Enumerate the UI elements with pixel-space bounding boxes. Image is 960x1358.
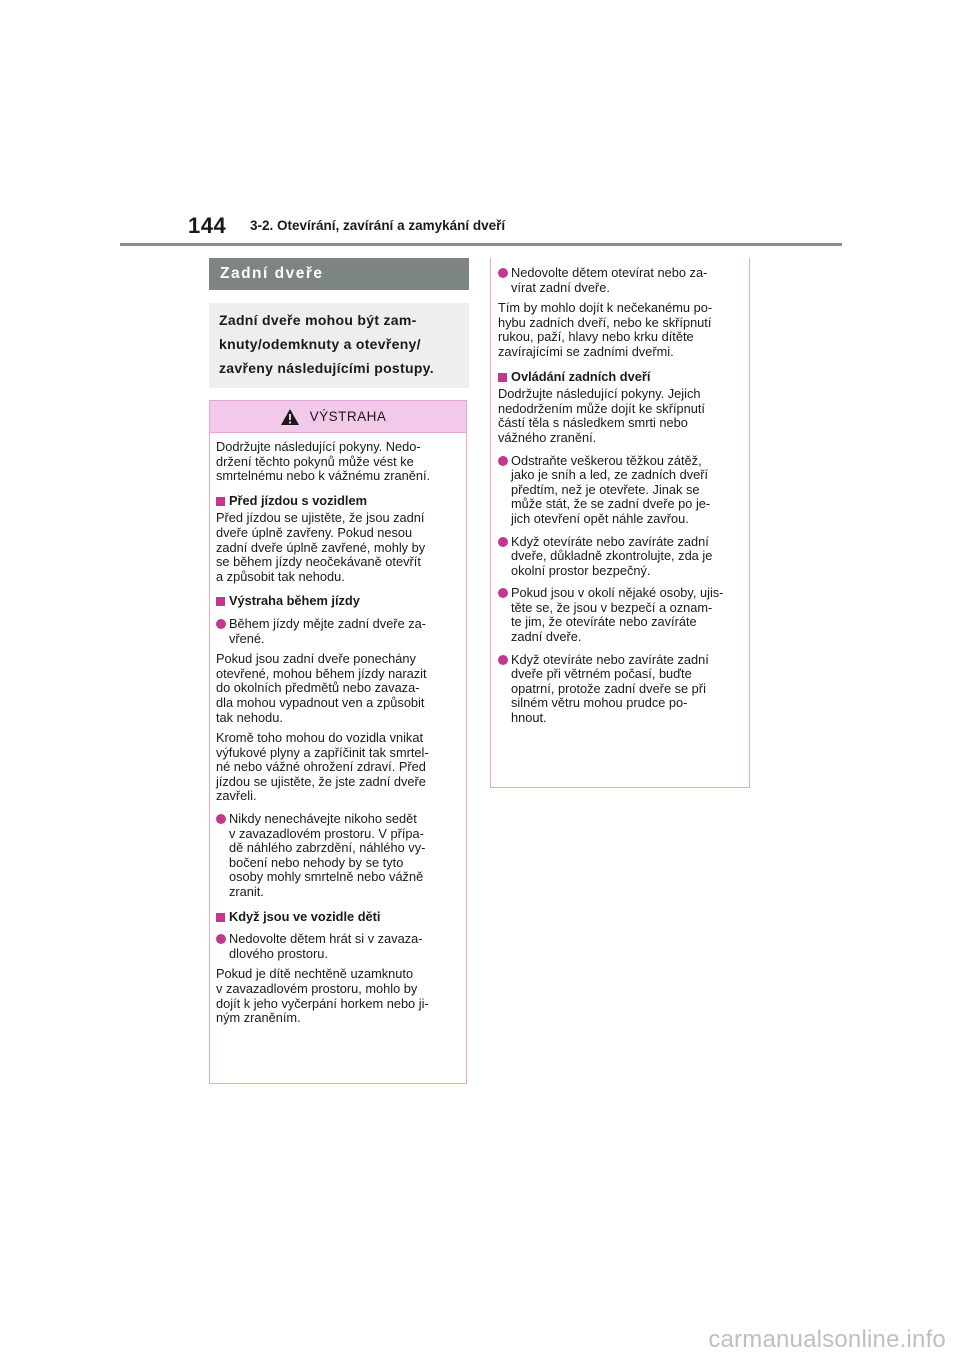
watermark: carmanualsonline.info [708,1326,946,1353]
intro-line: Zadní dveře mohou být zam- [219,312,417,328]
paragraph: Před jízdou se ujistěte, že jsou zadní dveře úplně zavřeny. Pokud nesou zadní dveře úplně zavřené, mohly by se během jízdy neočekávaně otevřít a způsobit tak nehodu. [216,510,426,584]
bullet-item: Nikdy nenechávejte nikoho sedět v zavazadlovém prostoru. V přípa- dě náhlého zabrzdění, náhlého vy- bočení nebo nehody by se tyto osoby mohly smrtelně nebo vážně zranit. [216,812,460,900]
warning-box [209,400,467,1084]
subheading: Před jízdou s vozidlem [216,494,460,509]
paragraph: Kromě toho mohou do vozidla vnikat výfukové plyny a zapříčinit tak smrtel- né nebo vážné ohrožení zdraví. Před jízdou se ujistěte, že jste zadní dveře zavřeli. [216,730,429,804]
bullet-item: Během jízdy mějte zadní dveře za- vřené. [216,617,460,646]
paragraph: Tím by mohlo dojít k nečekanému po- hybu zadních dveří, nebo ke skřípnutí rukou, paží, hlavy nebo krku dítěte zavírajícími se zadními dveřmi. [498,300,713,359]
bullet-item: Když otevíráte nebo zavíráte zadní dveře při větrném počasí, buďte opatrní, protože zadní dveře se při silném větru mohou prudce po- hnout. [498,653,743,726]
circle-bullet-icon [216,619,226,629]
bullet-item: Když otevíráte nebo zavíráte zadní dveře, důkladně zkontrolujte, zda je okolní prostor bezpečný. [498,535,743,579]
square-bullet-icon [216,913,225,922]
paragraph: Pokud je dítě nechtěně uzamknuto v zavazadlovém prostoru, mohlo by dojít k jeho vyčerpání horkem nebo ji- ným zraněním. [216,966,429,1026]
page-header [0,0,960,250]
circle-bullet-icon [216,814,226,824]
left-column [209,258,469,1084]
intro-line: zavřeny následujícími postupy. [219,360,434,376]
circle-bullet-icon [216,934,226,944]
circle-bullet-icon [498,456,508,466]
square-bullet-icon [216,497,225,506]
bullet-item: Nedovolte dětem otevírat nebo za- vírat zadní dveře. [498,266,743,295]
bullet-item: Nedovolte dětem hrát si v zavaza- dlového prostoru. [216,932,460,961]
subheading: Když jsou ve vozidle děti [216,910,460,925]
square-bullet-icon [216,597,225,606]
warning-label: VÝSTRAHA [309,409,387,424]
intro-box [209,303,469,388]
bullet-item: Odstraňte veškerou těžkou zátěž, jako je sníh a led, ze zadních dveří předtím, než je otevřete. Jinak se může stát, že se zadní dveře po je- jich otevření opět náhle zavřou. [498,454,743,527]
intro-line: knuty/odemknuty a otevřeny/ [219,336,421,352]
page-number: 144 [188,213,227,238]
header-divider [120,243,842,246]
paragraph: Dodržujte následující pokyny. Jejich nedodržením může dojít ke skřípnutí částí těla s následkem smrti nebo vážného zranění. [498,386,705,445]
warning-body [210,433,466,1040]
chapter-title: 3-2. Otevírání, zavírání a zamykání dveří [250,218,506,233]
circle-bullet-icon [498,588,508,598]
circle-bullet-icon [498,655,508,665]
paragraph: Dodržujte následující pokyny. Nedo- držení těchto pokynů může vést ke smrtelnému nebo k vážnému zranění. [216,439,431,484]
warning-header [210,401,466,433]
square-bullet-icon [498,373,507,382]
warning-box-continued [490,258,750,788]
paragraph: Pokud jsou zadní dveře ponechány otevřené, mohou během jízdy narazit do okolních předmětů nebo zavaza- dla mohou vypadnout ven a způsobit tak nehodu. [216,651,427,725]
circle-bullet-icon [498,268,508,278]
section-title: Zadní dveře [209,258,469,290]
circle-bullet-icon [498,537,508,547]
subheading: Ovládání zadních dveří [498,370,743,385]
bullet-item: Pokud jsou v okolí nějaké osoby, ujis- těte se, že jsou v bezpečí a oznam- te jim, že otevíráte nebo zavíráte zadní dveře. [498,586,743,644]
subheading: Výstraha během jízdy [216,594,460,609]
warning-triangle-icon [280,408,300,426]
